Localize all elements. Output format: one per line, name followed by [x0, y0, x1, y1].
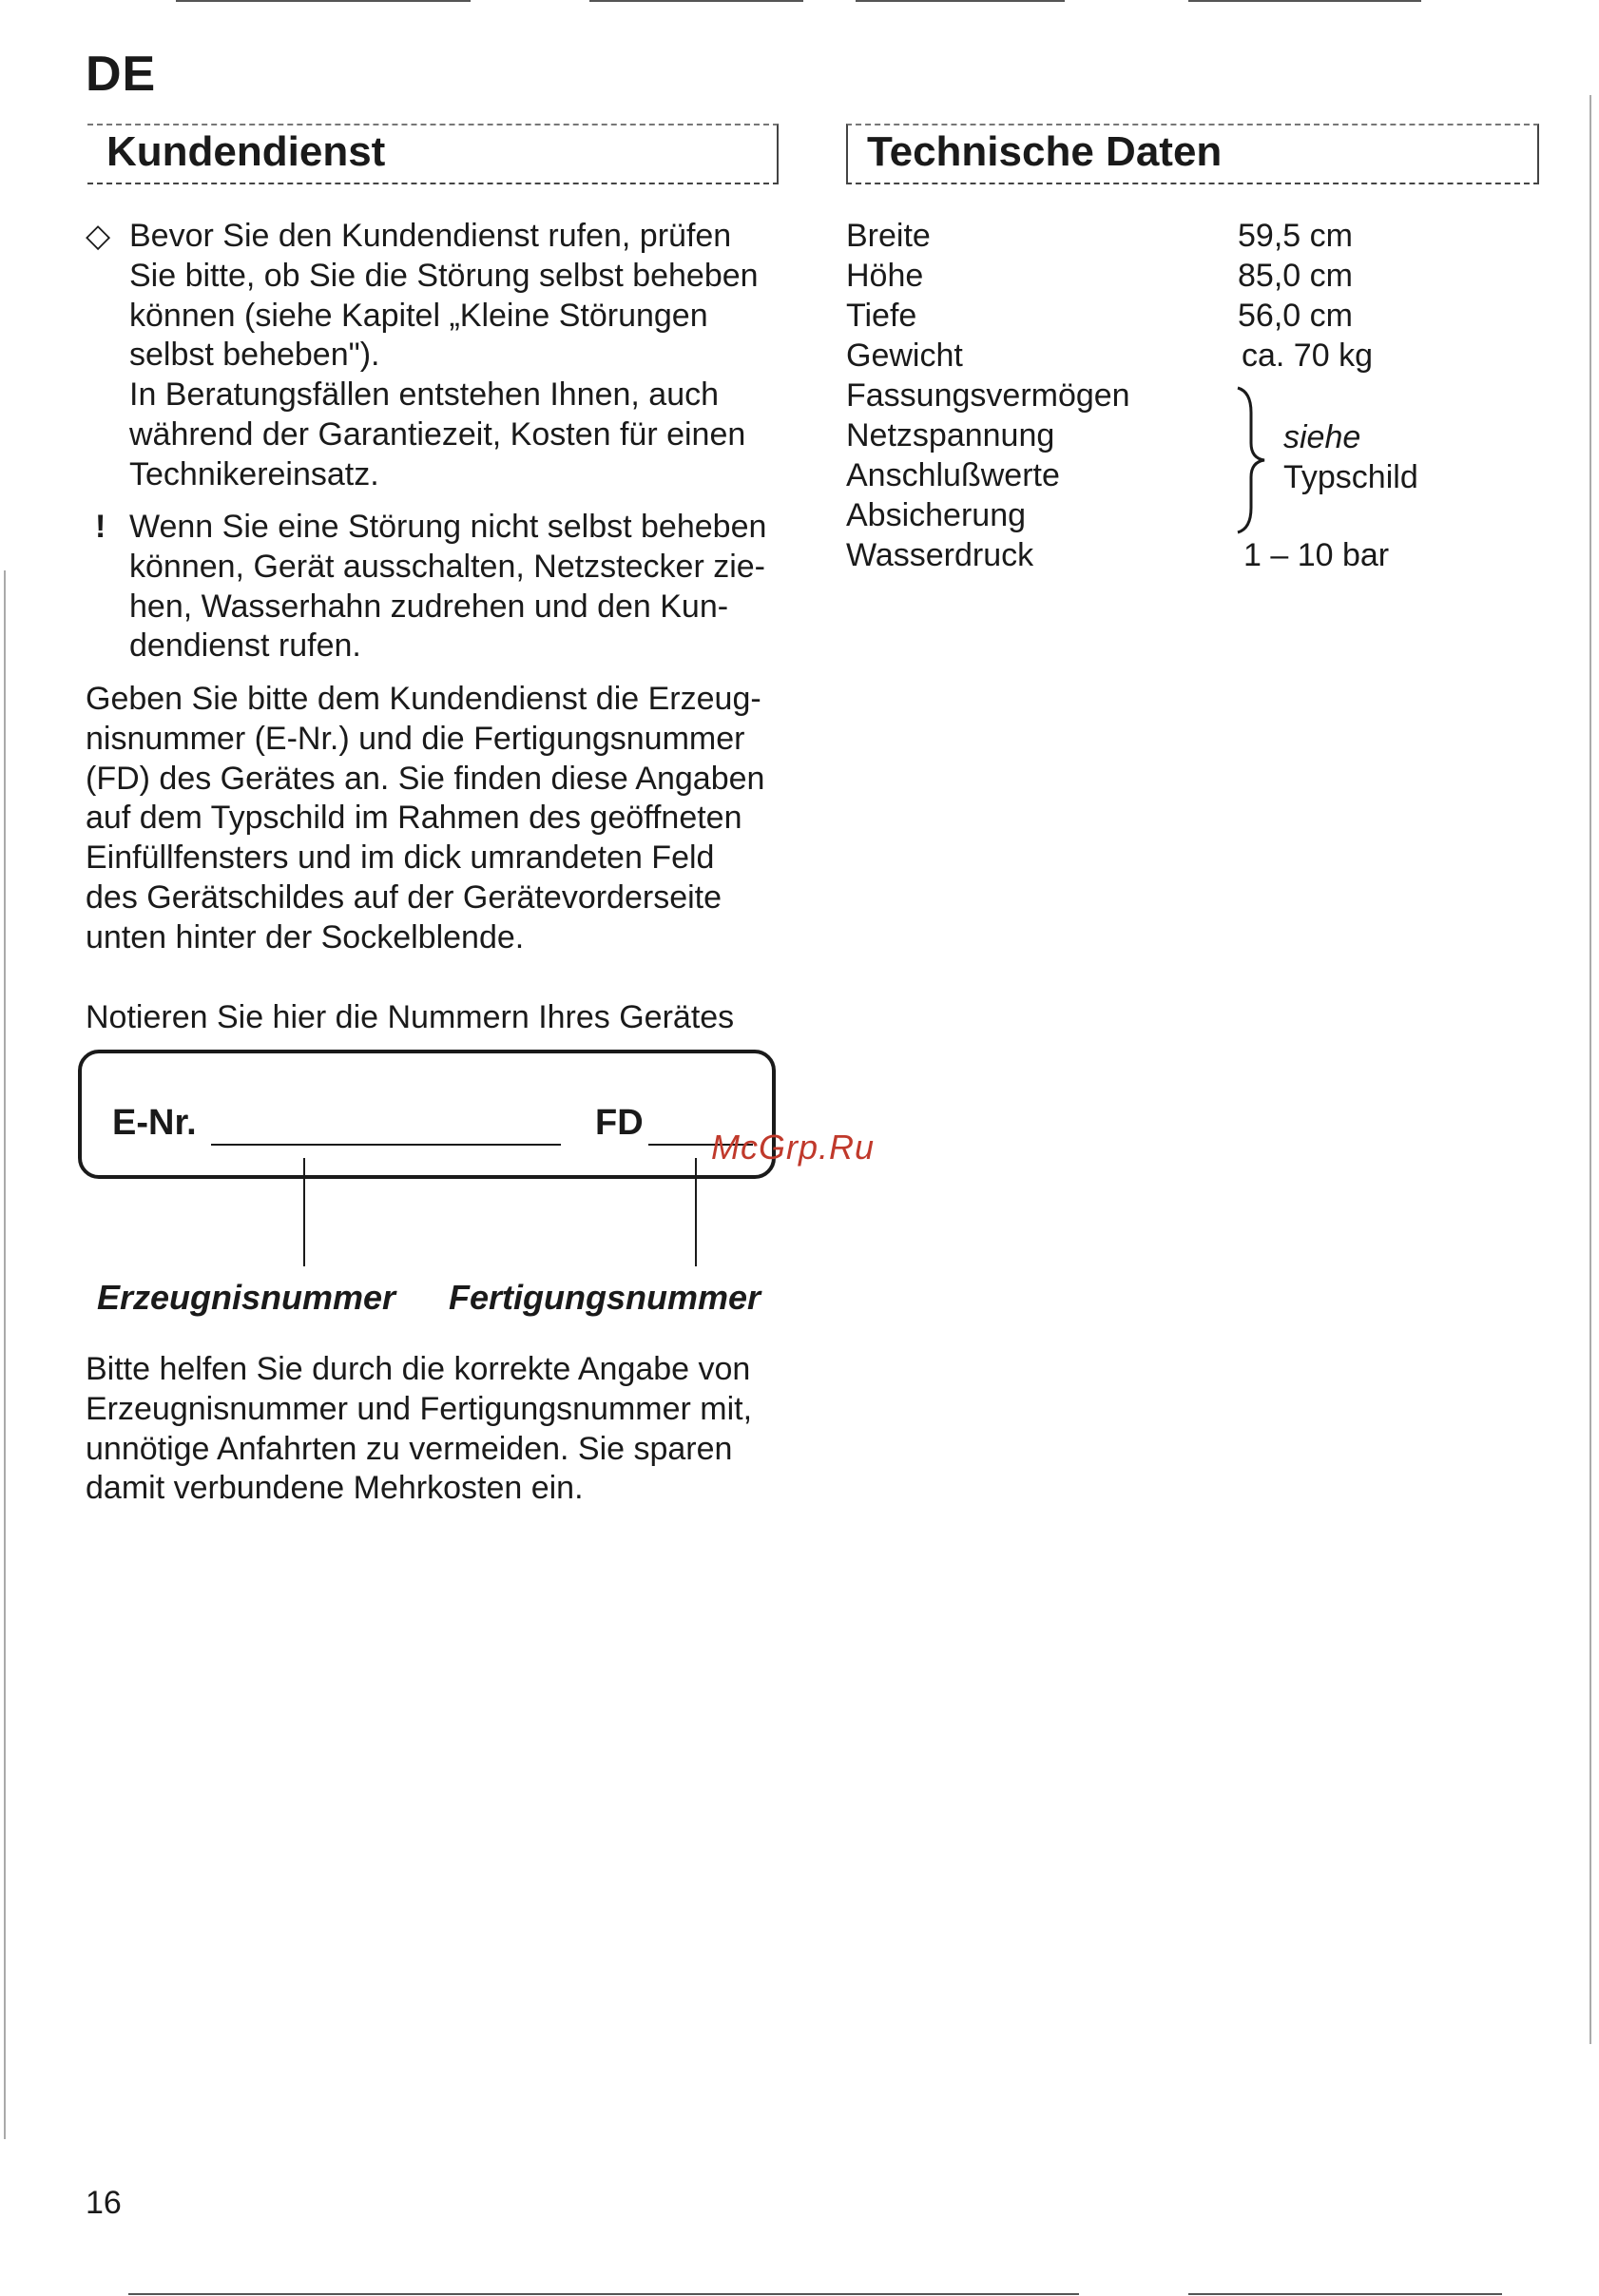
tech-label-hoehe: Höhe [846, 258, 924, 294]
text-line: (FD) des Gerätes an. Sie finden diese Angaben [86, 760, 765, 797]
tech-label-anschlusswerte: Anschlußwerte [846, 457, 1060, 493]
note-text [86, 998, 734, 1038]
tech-label-absicherung: Absicherung [846, 497, 1027, 533]
text-line: Einfüllfensters und im dick umrandeten Feld [86, 839, 715, 877]
text-line: Erzeugnisnummer und Fertigungsnummer mit, [86, 1390, 753, 1427]
scan-bottom-rule-2 [1188, 2293, 1502, 2295]
text-line: selbst beheben"). [129, 337, 380, 374]
tech-value-hoehe: 85,0 cm [1238, 258, 1353, 294]
kundendienst-paragraph-2 [86, 1350, 752, 1509]
watermark: McGrp.Ru [711, 1128, 876, 1167]
text-line: Bitte helfen Sie durch die korrekte Angabe von [86, 1351, 751, 1387]
page-number: 16 [86, 2185, 122, 2221]
scan-left-edge [4, 570, 6, 2139]
scan-right-edge [1589, 95, 1591, 2044]
fd-label: FD [595, 1103, 644, 1143]
enr-label: E-Nr. [112, 1103, 197, 1143]
kundendienst-title: Kundendienst [106, 128, 386, 175]
text-line: nisnummer (E-Nr.) und die Fertigungsnummer [86, 720, 745, 757]
enr-write-line [211, 1144, 561, 1146]
tech-label-fassungsvermoegen: Fassungsvermögen [846, 377, 1130, 414]
brace-note-typschild: Typschild [1283, 459, 1418, 495]
tech-label-wasserdruck: Wasserdruck [846, 537, 1034, 573]
tech-value-tiefe: 56,0 cm [1238, 298, 1353, 334]
text-line: unten hinter der Sockelblende. [86, 918, 525, 955]
tech-value-wasserdruck: 1 – 10 bar [1243, 537, 1390, 573]
text-line: damit verbundene Mehrkosten ein. [86, 1470, 584, 1507]
tech-value-gewicht: ca. 70 kg [1242, 338, 1373, 374]
brace-note-siehe: siehe [1283, 419, 1361, 455]
diamond-outline-icon: ◇ [86, 218, 111, 254]
tech-label-breite: Breite [846, 218, 931, 254]
text-line: In Beratungsfällen entstehen Ihnen, auch [129, 376, 720, 414]
kundendienst-bullet-1 [129, 217, 759, 495]
text-line: dendienst rufen. [129, 627, 361, 665]
tech-value-breite: 59,5 cm [1238, 218, 1353, 254]
text-line: Bevor Sie den Kundendienst rufen, prüfen [129, 218, 732, 254]
text-line: Technikereinsatz. [129, 455, 379, 492]
exclamation-icon: ! [95, 509, 106, 545]
kundendienst-paragraph-1 [86, 680, 764, 958]
text-line: Sie bitte, ob Sie die Störung selbst beheben [129, 257, 759, 294]
enr-leader-line [303, 1158, 305, 1266]
text-line: während der Garantiezeit, Kosten für einen [129, 415, 746, 453]
scan-top-rule-2 [589, 0, 803, 2]
caption-erzeugnisnummer: Erzeugnisnummer [97, 1278, 396, 1317]
tech-label-gewicht: Gewicht [846, 338, 963, 374]
scan-top-rule-4 [1188, 0, 1421, 2]
text-line: auf dem Typschild im Rahmen des geöffneten [86, 800, 742, 837]
scan-top-rule-3 [856, 0, 1065, 2]
scan-top-rule-1 [176, 0, 471, 2]
text-line: hen, Wasserhahn zudrehen und den Kun- [129, 588, 729, 625]
kundendienst-bullet-2 [129, 508, 766, 666]
technische-daten-title: Technische Daten [867, 128, 1223, 175]
text-line: des Gerätschildes auf der Gerätevorderseite [86, 878, 722, 916]
text-line: können (siehe Kapitel „Kleine Störungen [129, 297, 708, 334]
note-line: Notieren Sie hier die Nummern Ihres Gerätes [86, 999, 735, 1035]
language-code: DE [86, 47, 157, 102]
caption-fertigungsnummer: Fertigungsnummer [449, 1278, 761, 1317]
right-brace-icon [1232, 384, 1270, 536]
text-line: Wenn Sie eine Störung nicht selbst beheben [129, 509, 767, 545]
text-line: unnötige Anfahrten zu vermeiden. Sie sparen [86, 1430, 733, 1467]
text-line: Geben Sie bitte dem Kundendienst die Erzeug- [86, 681, 761, 717]
scan-bottom-rule-1 [128, 2293, 1079, 2295]
text-line: können, Gerät ausschalten, Netzstecker zie- [129, 548, 765, 585]
tech-label-tiefe: Tiefe [846, 298, 917, 334]
fd-leader-line [695, 1158, 697, 1266]
tech-label-netzspannung: Netzspannung [846, 417, 1055, 453]
